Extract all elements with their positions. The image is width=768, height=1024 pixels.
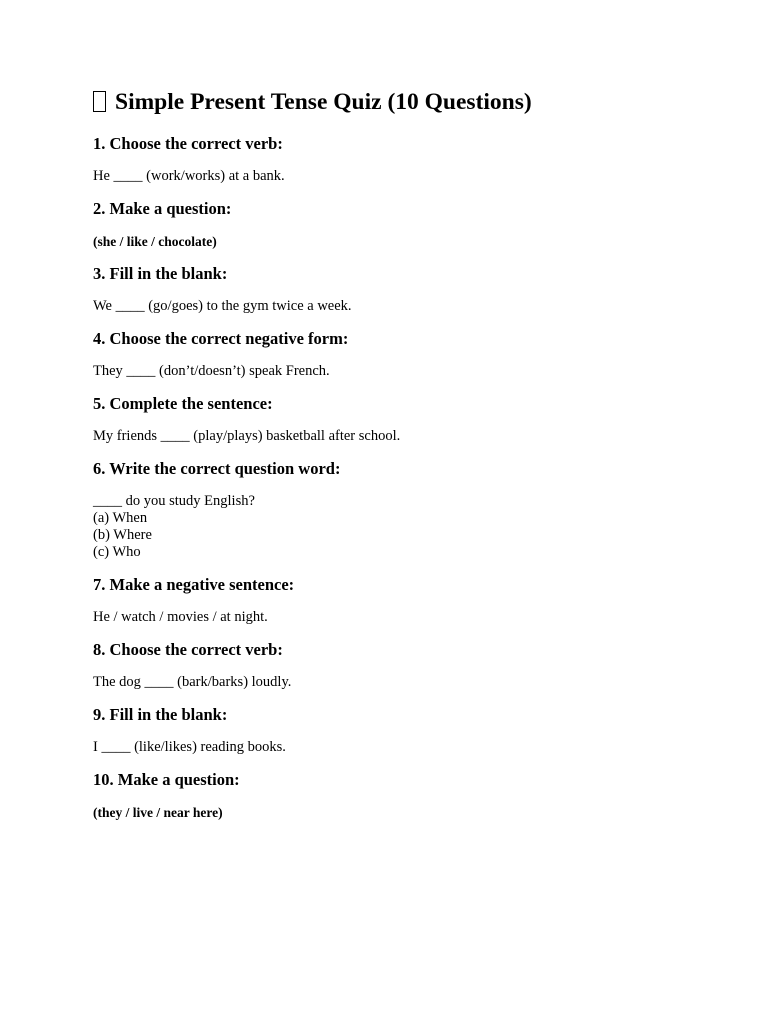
question-line: The dog ____ (bark/barks) loudly. xyxy=(93,674,292,690)
question-heading: 4. Choose the correct negative form: xyxy=(93,329,349,348)
question-line: ____ do you study English? xyxy=(93,493,255,509)
question-line: We ____ (go/goes) to the gym twice a week. xyxy=(93,298,352,314)
question-heading: 10. Make a question: xyxy=(93,770,240,789)
question-line: (b) Where xyxy=(93,527,152,543)
question-body xyxy=(93,609,713,626)
question-line: My friends ____ (play/plays) basketball after school. xyxy=(93,428,401,444)
question-body xyxy=(93,298,713,315)
question-body xyxy=(93,804,713,821)
question-heading: 1. Choose the correct verb: xyxy=(93,134,283,153)
question-line: (a) When xyxy=(93,510,148,526)
question-10 xyxy=(93,770,713,821)
quiz-title: Simple Present Tense Quiz (10 Questions) xyxy=(115,89,532,115)
question-2 xyxy=(93,199,713,250)
question-line: (c) Who xyxy=(93,544,141,560)
question-8 xyxy=(93,640,713,691)
missing-glyph-icon xyxy=(93,91,106,112)
question-heading: 7. Make a negative sentence: xyxy=(93,575,295,594)
question-6 xyxy=(93,459,713,561)
question-5 xyxy=(93,394,713,445)
question-4 xyxy=(93,329,713,380)
question-line: He / watch / movies / at night. xyxy=(93,609,268,625)
question-heading: 6. Write the correct question word: xyxy=(93,459,341,478)
question-heading: 5. Complete the sentence: xyxy=(93,394,273,413)
question-body xyxy=(93,739,713,756)
question-body xyxy=(93,363,713,380)
question-9 xyxy=(93,705,713,756)
question-heading: 9. Fill in the blank: xyxy=(93,705,228,724)
question-list xyxy=(93,134,713,821)
question-line: He ____ (work/works) at a bank. xyxy=(93,168,285,184)
question-body xyxy=(93,168,713,185)
question-body xyxy=(93,428,713,445)
question-heading: 8. Choose the correct verb: xyxy=(93,640,283,659)
question-line: I ____ (like/likes) reading books. xyxy=(93,739,286,755)
question-line: (they / live / near here) xyxy=(93,805,223,820)
question-3 xyxy=(93,264,713,315)
question-line: They ____ (don’t/doesn’t) speak French. xyxy=(93,363,330,379)
question-1 xyxy=(93,134,713,185)
question-body xyxy=(93,493,713,561)
question-7 xyxy=(93,575,713,626)
question-line: (she / like / chocolate) xyxy=(93,234,217,249)
quiz-document xyxy=(93,84,713,821)
quiz-title-heading xyxy=(93,84,713,120)
question-heading: 2. Make a question: xyxy=(93,199,232,218)
question-body xyxy=(93,674,713,691)
question-heading: 3. Fill in the blank: xyxy=(93,264,228,283)
question-body xyxy=(93,233,713,250)
